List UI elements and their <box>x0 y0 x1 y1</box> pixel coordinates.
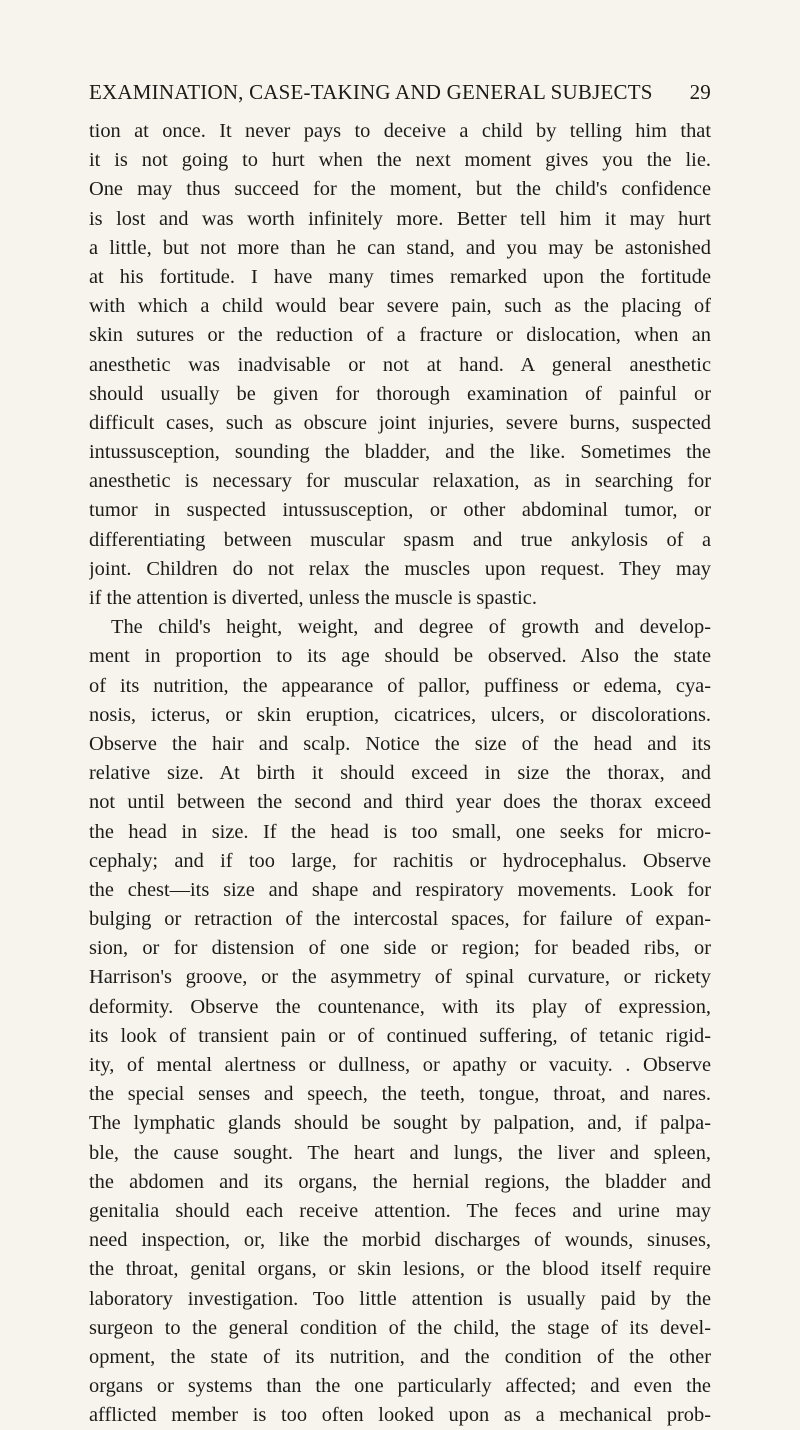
text-line: not until between the second and third year does the thorax exceed <box>89 791 711 814</box>
text-line: genitalia should each receive attention. The feces and urine may <box>89 1199 711 1222</box>
text-line: differentiating between muscular spasm and true ankylosis of a <box>89 528 711 551</box>
text-line: sion, or for distension of one side or region; for beaded ribs, or <box>89 937 711 960</box>
text-line: cephaly; and if too large, for rachitis or hydrocephalus. Observe <box>89 849 711 872</box>
text-line: The child's height, weight, and degree of growth and develop- <box>111 616 711 639</box>
text-line: the chest—its size and shape and respiratory movements. Look for <box>89 878 711 901</box>
text-line: deformity. Observe the countenance, with its play of expression, <box>89 995 711 1018</box>
text-line: the abdomen and its organs, the hernial regions, the bladder and <box>89 1170 711 1193</box>
page-number: 29 <box>689 80 711 104</box>
text-line: the head in size. If the head is too small, one seeks for micro- <box>89 820 711 843</box>
text-line: The lymphatic glands should be sought by palpation, and, if palpa- <box>89 1112 711 1135</box>
text-line: ment in proportion to its age should be observed. Also the state <box>89 645 711 668</box>
text-line: intussusception, sounding the bladder, and the like. Sometimes the <box>89 441 711 464</box>
text-line: if the attention is diverted, unless the muscle is spastic. <box>89 587 537 609</box>
text-line: organs or systems than the one particularly affected; and even the <box>89 1375 711 1398</box>
text-line: Observe the hair and scalp. Notice the size of the head and its <box>89 732 711 755</box>
text-line: its look of transient pain or of continued suffering, of tetanic rigid- <box>89 1024 711 1047</box>
text-line: surgeon to the general condition of the child, the stage of its devel- <box>89 1316 711 1339</box>
text-line: One may thus succeed for the moment, but the child's confidence <box>89 178 711 201</box>
running-head <box>89 80 711 110</box>
text-line: anesthetic is necessary for muscular relaxation, as in searching for <box>89 470 711 493</box>
text-line: skin sutures or the reduction of a fracture or dislocation, when an <box>89 324 711 347</box>
text-line: need inspection, or, like the morbid discharges of wounds, sinuses, <box>89 1229 711 1252</box>
text-line: the throat, genital organs, or skin lesions, or the blood itself require <box>89 1258 711 1281</box>
text-line: tumor in suspected intussusception, or other abdominal tumor, or <box>89 499 711 522</box>
text-line: is lost and was worth infinitely more. Better tell him it may hurt <box>89 207 711 230</box>
text-line: of its nutrition, the appearance of pallor, puffiness or edema, cya- <box>89 674 711 697</box>
text-line: joint. Children do not relax the muscles upon request. They may <box>89 557 711 580</box>
text-line: should usually be given for thorough examination of painful or <box>89 382 711 405</box>
text-line: afflicted member is too often looked upon as a mechanical prob- <box>89 1404 711 1427</box>
body-text <box>89 117 711 1430</box>
text-line: difficult cases, such as obscure joint injuries, severe burns, suspected <box>89 411 711 434</box>
text-line: Harrison's groove, or the asymmetry of spinal curvature, or rickety <box>89 966 711 989</box>
text-line: at his fortitude. I have many times remarked upon the fortitude <box>89 265 711 288</box>
text-line: anesthetic was inadvisable or not at hand. A general anesthetic <box>89 353 711 376</box>
text-line: tion at once. It never pays to deceive a child by telling him that <box>89 120 711 142</box>
running-head-title: EXAMINATION, CASE-TAKING AND GENERAL SUBJECTS <box>89 80 653 104</box>
text-line: bulging or retraction of the intercostal spaces, for failure of expan- <box>89 908 711 931</box>
text-line: laboratory investigation. Too little attention is usually paid by the <box>89 1287 711 1310</box>
text-line: nosis, icterus, or skin eruption, cicatrices, ulcers, or discolorations. <box>89 703 711 726</box>
text-line: it is not going to hurt when the next moment gives you the lie. <box>89 149 711 172</box>
text-line: the special senses and speech, the teeth, tongue, throat, and nares. <box>89 1083 711 1106</box>
text-line: opment, the state of its nutrition, and the condition of the other <box>89 1345 711 1368</box>
text-line: ble, the cause sought. The heart and lungs, the liver and spleen, <box>89 1141 711 1164</box>
text-line: relative size. At birth it should exceed in size the thorax, and <box>89 762 711 785</box>
text-line: with which a child would bear severe pain, such as the placing of <box>89 295 711 318</box>
text-line: a little, but not more than he can stand, and you may be astonished <box>89 236 711 259</box>
text-line: ity, of mental alertness or dullness, or apathy or vacuity. . Observe <box>89 1054 711 1076</box>
